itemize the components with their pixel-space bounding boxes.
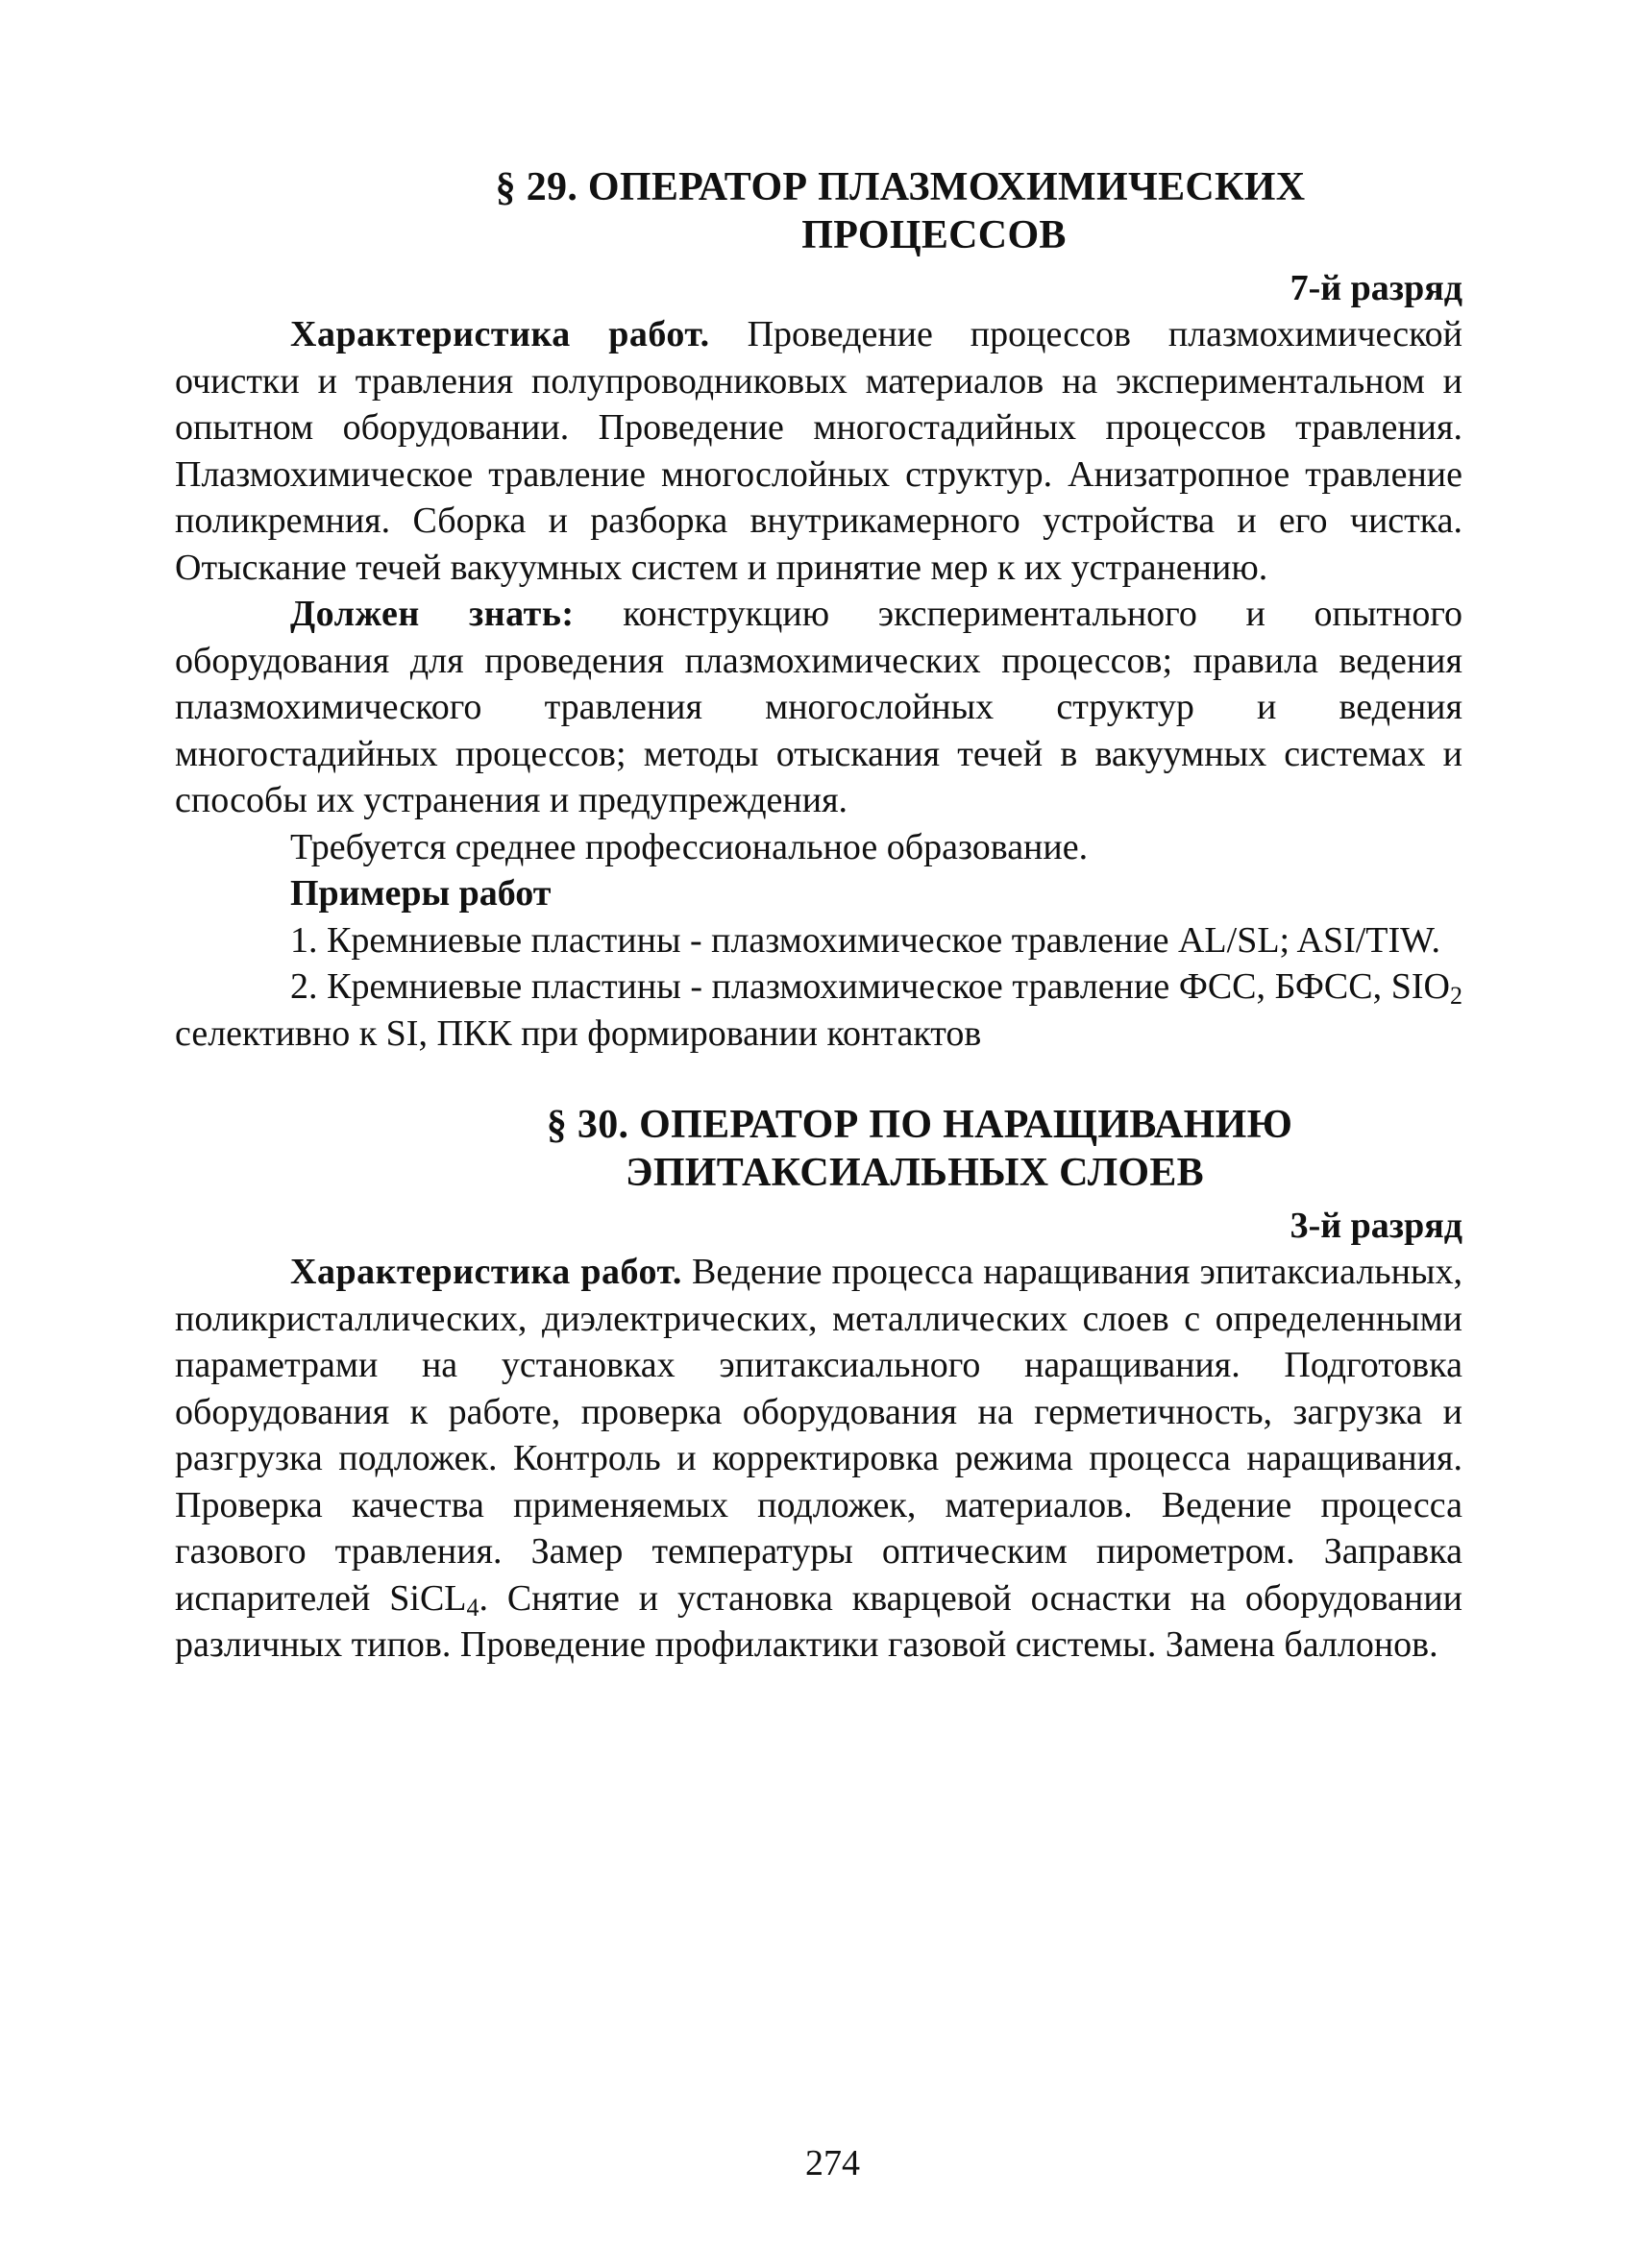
section-30-heading bbox=[175, 1101, 1462, 1197]
section-30-heading-line-1: § 30. ОПЕРАТОР ПО НАРАЩИВАНИЮ bbox=[546, 1103, 1293, 1147]
section-29-work-paragraph bbox=[175, 311, 1462, 591]
section-29-examples-heading: Примеры работ bbox=[290, 873, 552, 914]
section-29-heading bbox=[175, 163, 1462, 259]
section-29-example-2-text-a: 2. Кремниевые пластины - плазмохимическое травление ФСС, БФСС, SIO bbox=[290, 966, 1450, 1007]
section-30-heading-line-2: ЭПИТАКСИАЛЬНЫХ СЛОЕВ bbox=[626, 1151, 1204, 1195]
section-29-knowledge-text: конструкцию экспериментального и опытного оборудования для проведения плазмохимических процессов; правила ведения плазмохимического травления многослойных структур и ведения многостадийных процессов; методы отыскания течей в вакуумных системах и способы их устранения и предупреждения. bbox=[175, 594, 1462, 820]
section-29-example-2-text-b: селективно к SI, ПКК при формировании контактов bbox=[175, 1012, 982, 1054]
section-30-work-paragraph bbox=[175, 1249, 1462, 1669]
section-30-work-text-a: Ведение процесса наращивания эпитаксиальных, поликристаллических, диэлектрических, металлических слоев с определенными параметрами на установках эпитаксиального наращивания. Подготовка оборудования к работе, проверка оборудования на герметичность, загрузка и разгрузка подложек. Контроль и корректировка режима процесса наращивания. Проверка качества применяемых подложек, материалов. Ведение процесса газового травления. Замер температуры оптическим пирометром. Заправка испарителей SiCL bbox=[175, 1252, 1462, 1619]
section-29-work-label: Характеристика работ. bbox=[290, 314, 710, 354]
section-29-example-2 bbox=[175, 963, 1462, 1057]
section-29-knowledge-label: Должен знать: bbox=[290, 594, 575, 634]
section-29-heading-line-1: § 29. ОПЕРАТОР ПЛАЗМОХИМИЧЕСКИХ bbox=[495, 165, 1306, 209]
section-29-education: Требуется среднее профессиональное образование. bbox=[290, 826, 1089, 867]
section-30-work-label: Характеристика работ. bbox=[290, 1252, 682, 1292]
section-29-heading-line-2: ПРОЦЕССОВ bbox=[801, 213, 1067, 257]
text-column bbox=[175, 163, 1462, 1669]
section-30-work-text-b: . Снятие и установка кварцевой оснастки на оборудовании различных типов. Проведение профилактики газовой системы. Замена баллонов. bbox=[175, 1577, 1462, 1665]
section-30-grade: 3-й разряд bbox=[1290, 1206, 1462, 1246]
section-29-work-text: Проведение процессов плазмохимической очистки и травления полупроводниковых материалов на экспериментальном и опытном оборудовании. Проведение многостадийных процессов травления. Плазмохимическое травление многослойных структур. Анизатропное травление поликремния. Сборка и разборка внутрикамерного устройства и его чистка. Отыскание течей вакуумных систем и принятие мер к их устранению. bbox=[175, 314, 1462, 588]
section-30-work-subscript: 4 bbox=[466, 1593, 479, 1622]
section-29-example-1: 1. Кремниевые пластины - плазмохимическое травление AL/SL; ASI/TIW. bbox=[290, 919, 1441, 961]
section-29-grade: 7-й разряд bbox=[1290, 268, 1462, 308]
page-number: 274 bbox=[805, 2143, 860, 2183]
section-29-knowledge-paragraph bbox=[175, 591, 1462, 824]
section-29-example-2-subscript: 2 bbox=[1450, 982, 1462, 1010]
section-divider-space bbox=[175, 1057, 1462, 1101]
